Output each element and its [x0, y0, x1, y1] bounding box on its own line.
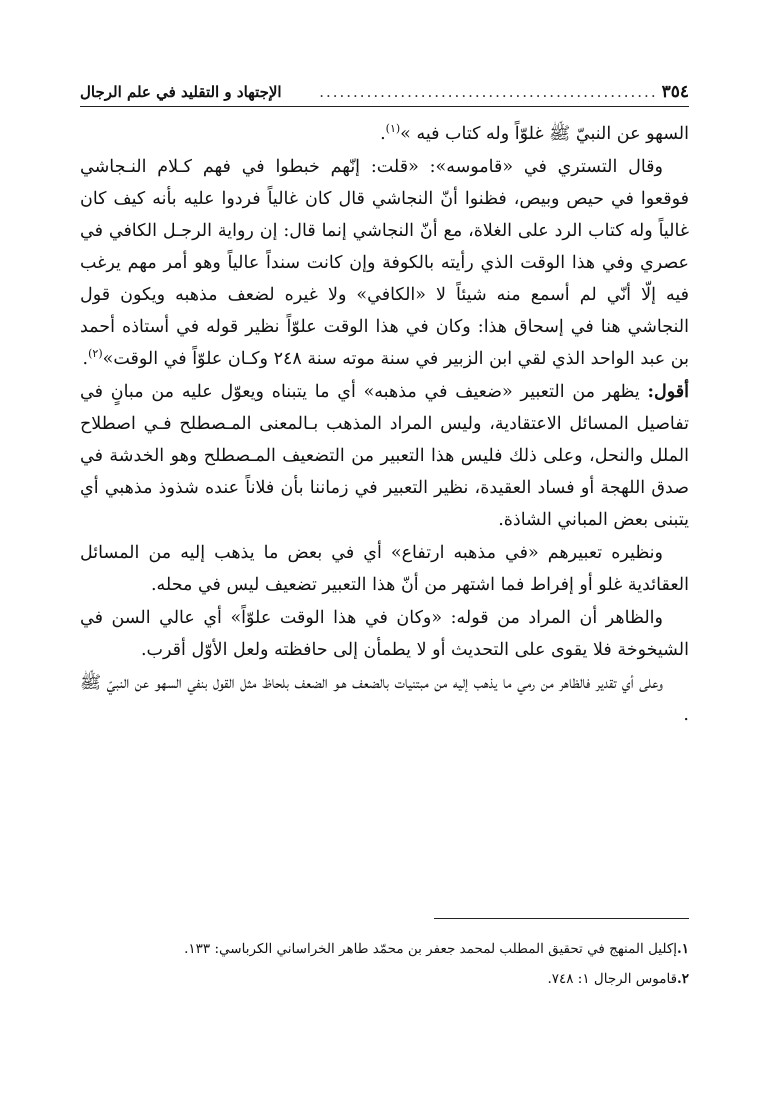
- footnote-2: [80, 964, 689, 994]
- footnotes: [80, 934, 689, 994]
- paragraph-text: السهو عن النبيّ ﷺ غلوّاً وله كتاب فيه »: [400, 124, 689, 144]
- footnote-text: قاموس الرجال ١: ٧٤٨.: [547, 971, 678, 987]
- paragraph-1: [80, 118, 689, 150]
- paragraph-text: ونظيره تعبيرهم «في مذهبه ارتفاع» أي في بعض ما يذهب إليه من المسائل العقائدية غلو أو إفراط فما اشتهر من أنّ هذا التعبير تضعيف ليس في محله.: [80, 543, 689, 595]
- paragraph-text: يظهر من التعبير «ضعيف في مذهبه» أي ما يتبناه ويعوّل عليه من مبانٍ في تفاصيل المسائل الاعتقادية، وليس المراد المذهب بـالمعنى المـصطلح فـي اصطلاح الملل والنحل، وعلى ذلك فليس هذا التعبير من التضعيف المـصطلح وهو الخدشة في صدق اللهجة أو فساد العقيدة، نظير التعبير في زماننا بأن فلاناً عنده شذوذ مذهبي أي يتبنى بعض المباني الشاذة.: [80, 382, 689, 530]
- footnote-1: [80, 934, 689, 964]
- footnote-number: ١.: [677, 941, 689, 957]
- footnote-number: ٢.: [677, 971, 689, 987]
- paragraph-text: وقال التستري في «قاموسه»: «قلت: إنّهم خبطوا في فهم كـلام النـجاشي فوقعوا في حيص وبيص، فظنوا أنّ النجاشي قال كان غالياً فردوا عليه بأنه كيف كان غالياً وله كتاب الرد على الغلاة، مع أنّ النجاشي إنما قال: إن رواية الرجـل الكافي في عصري وفي هذا الوقت الذي رأيته بالكوفة وإن كانت سنداً عالياً وهو أمر مهم يرغب فيه إلّا أنّي لم أسمع منه شيئاً لا «الكافي» ولا غيره لضعف مذهبه ويكون قول النجاشي هنا في إسحاق هذا: وكان في هذا الوقت علوّاً نظير قوله في أستاذه أحمد بن عبد الواحد الذي لقي ابن الزبير في سنة موته سنة ٢٤٨ وكـان علوّاً في الوقت»: [80, 157, 689, 369]
- running-title: الإجتهاد و التقليد في علم الرجال: [80, 83, 282, 101]
- footnote-ref-2[interactable]: (٢): [88, 347, 103, 361]
- paragraph-text: وعلى أي تقدير فالظاهر من رمي ما يذهب إليه من مبتنيات بالضعف هـو الضعف بلحاظ مثل القول بنفي السهو عن النبيّ ﷺ .: [79, 673, 689, 725]
- footnote-separator: [434, 918, 689, 919]
- paragraph-tail: .: [82, 349, 89, 369]
- page-number: ٣٥٤: [661, 82, 689, 102]
- running-header: [80, 70, 689, 107]
- paragraph-6: [80, 667, 689, 731]
- paragraph-text: والظاهر أن المراد من قوله: «وكان في هذا الوقت علوّاً» أي عالي السن في الشيخوخة فلا يقوى على التحديث أو لا يطمأن إلى حافظته ولعل الأوّل أقرب.: [80, 608, 689, 660]
- paragraph-lead: أقول:: [647, 382, 689, 402]
- paragraph-2: [80, 151, 689, 375]
- header-leader-dots: ..................................................: [319, 83, 658, 101]
- paragraph-tail: .: [380, 124, 386, 144]
- paragraph-3: [80, 376, 689, 536]
- footnote-text: إكليل المنهج في تحقيق المطلب لمحمد جعفر بن محمّد طاهر الخراساني الكرباسي: ١٣٣.: [184, 941, 678, 957]
- footnote-ref-1[interactable]: (١): [385, 122, 401, 136]
- paragraph-4: [80, 537, 689, 601]
- paragraph-5: [80, 602, 689, 666]
- main-text: [80, 118, 689, 732]
